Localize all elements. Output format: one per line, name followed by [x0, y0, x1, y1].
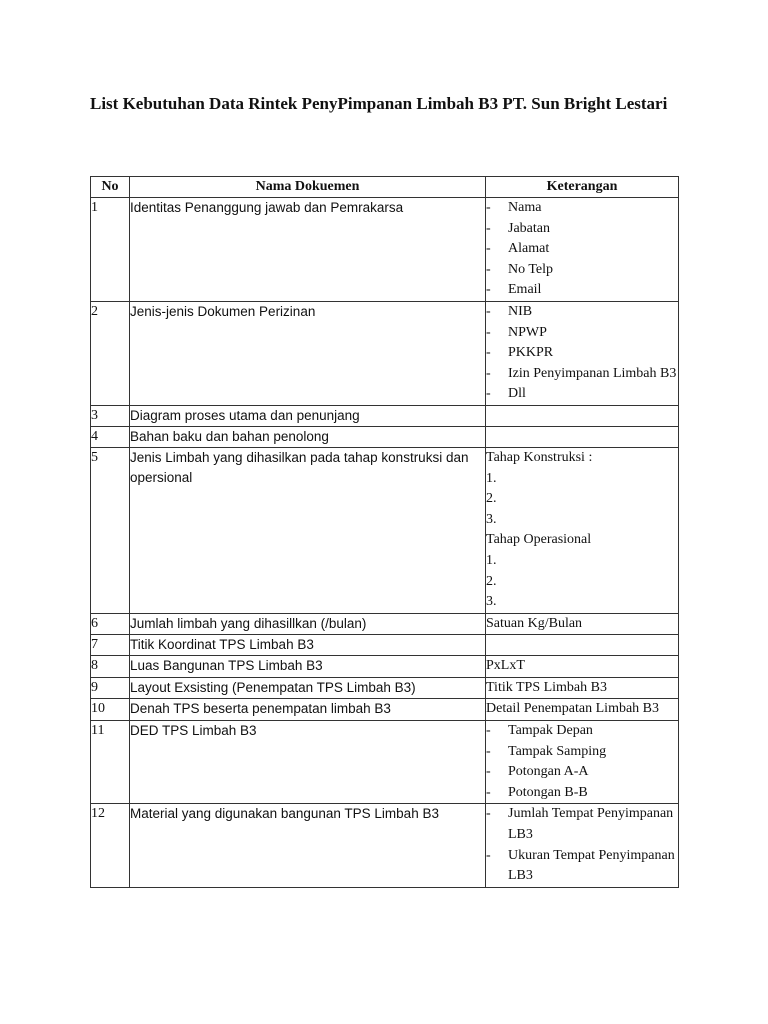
table-row [91, 613, 679, 635]
row-number: 5 [91, 447, 130, 613]
description-item: - PKKPR [486, 343, 678, 364]
row-number: 8 [91, 656, 130, 678]
row-number: 2 [91, 301, 130, 405]
header-no: No [91, 177, 130, 198]
description-item: - Jumlah Tempat Penyimpanan LB3 [486, 804, 678, 845]
description-item: - Nama [486, 198, 678, 219]
description-line: 1. [486, 470, 497, 486]
description-line: 1. [486, 552, 497, 568]
table-row [91, 447, 679, 613]
row-number: 9 [91, 677, 130, 699]
description-line: Tahap Operasional [486, 532, 592, 548]
document-name: Jumlah limbah yang dihasillkan (/bulan) [130, 613, 486, 635]
table-row [91, 635, 679, 656]
description-cell [486, 721, 679, 804]
row-number: 4 [91, 426, 130, 447]
table-body [91, 198, 679, 888]
row-number: 11 [91, 721, 130, 804]
document-name: Identitas Penanggung jawab dan Pemrakarsa [130, 198, 486, 302]
description-item: - Potongan A-A [486, 762, 678, 783]
description-item: - NIB [486, 302, 678, 323]
table-header-row [91, 177, 679, 198]
data-requirements-table [90, 176, 679, 888]
description-item: - Alamat [486, 239, 678, 260]
description-cell [486, 804, 679, 887]
document-name: Titik Koordinat TPS Limbah B3 [130, 635, 486, 656]
table-row [91, 426, 679, 447]
description-cell: PxLxT [486, 656, 679, 678]
description-cell [486, 301, 679, 405]
table-row [91, 699, 679, 721]
description-list [486, 198, 678, 301]
description-item: - Dll [486, 384, 678, 405]
row-number: 1 [91, 198, 130, 302]
description-item: - No Telp [486, 260, 678, 281]
document-name: Bahan baku dan bahan penolong [130, 426, 486, 447]
description-cell [486, 198, 679, 302]
document-name: Layout Exsisting (Penempatan TPS Limbah B3) [130, 677, 486, 699]
description-list [486, 302, 678, 405]
description-item: - Potongan B-B [486, 783, 678, 804]
document-name: Material yang digunakan bangunan TPS Limbah B3 [130, 804, 486, 887]
table-row [91, 804, 679, 887]
description-cell: Titik TPS Limbah B3 [486, 677, 679, 699]
header-keterangan: Keterangan [486, 177, 679, 198]
description-item: - Ukuran Tempat Penyimpanan LB3 [486, 846, 678, 887]
table-row [91, 677, 679, 699]
description-item: - Email [486, 280, 678, 301]
description-line: Tahap Konstruksi : [486, 449, 593, 465]
document-name: Diagram proses utama dan penunjang [130, 405, 486, 426]
description-cell [486, 635, 679, 656]
document-name: Jenis Limbah yang dihasilkan pada tahap konstruksi dan opersional [130, 447, 486, 613]
description-item: - Tampak Samping [486, 742, 678, 763]
document-title: List Kebutuhan Data Rintek PenyPimpanan Limbah B3 PT. Sun Bright Lestari [90, 94, 668, 113]
description-line: 3. [486, 511, 497, 527]
description-item: - Jabatan [486, 219, 678, 240]
description-cell: Satuan Kg/Bulan [486, 613, 679, 635]
row-number: 12 [91, 804, 130, 887]
description-line: 2. [486, 573, 497, 589]
description-line: 2. [486, 491, 497, 507]
table-row [91, 656, 679, 678]
row-number: 10 [91, 699, 130, 721]
row-number: 7 [91, 635, 130, 656]
description-cell [486, 405, 679, 426]
row-number: 6 [91, 613, 130, 635]
description-item: - NPWP [486, 323, 678, 344]
description-cell [486, 426, 679, 447]
description-item: - Izin Penyimpanan Limbah B3 [486, 364, 678, 385]
header-nama-dokumen: Nama Dokuemen [130, 177, 486, 198]
table-row [91, 198, 679, 302]
description-list [486, 804, 678, 886]
description-item: - Tampak Depan [486, 721, 678, 742]
document-name: Luas Bangunan TPS Limbah B3 [130, 656, 486, 678]
description-line: 3. [486, 594, 497, 610]
description-cell: Detail Penempatan Limbah B3 [486, 699, 679, 721]
table-row [91, 405, 679, 426]
document-name: DED TPS Limbah B3 [130, 721, 486, 804]
table-row [91, 301, 679, 405]
row-number: 3 [91, 405, 130, 426]
document-name: Jenis-jenis Dokumen Perizinan [130, 301, 486, 405]
document-name: Denah TPS beserta penempatan limbah B3 [130, 699, 486, 721]
table-row [91, 721, 679, 804]
description-list [486, 721, 678, 803]
description-cell [486, 447, 679, 613]
